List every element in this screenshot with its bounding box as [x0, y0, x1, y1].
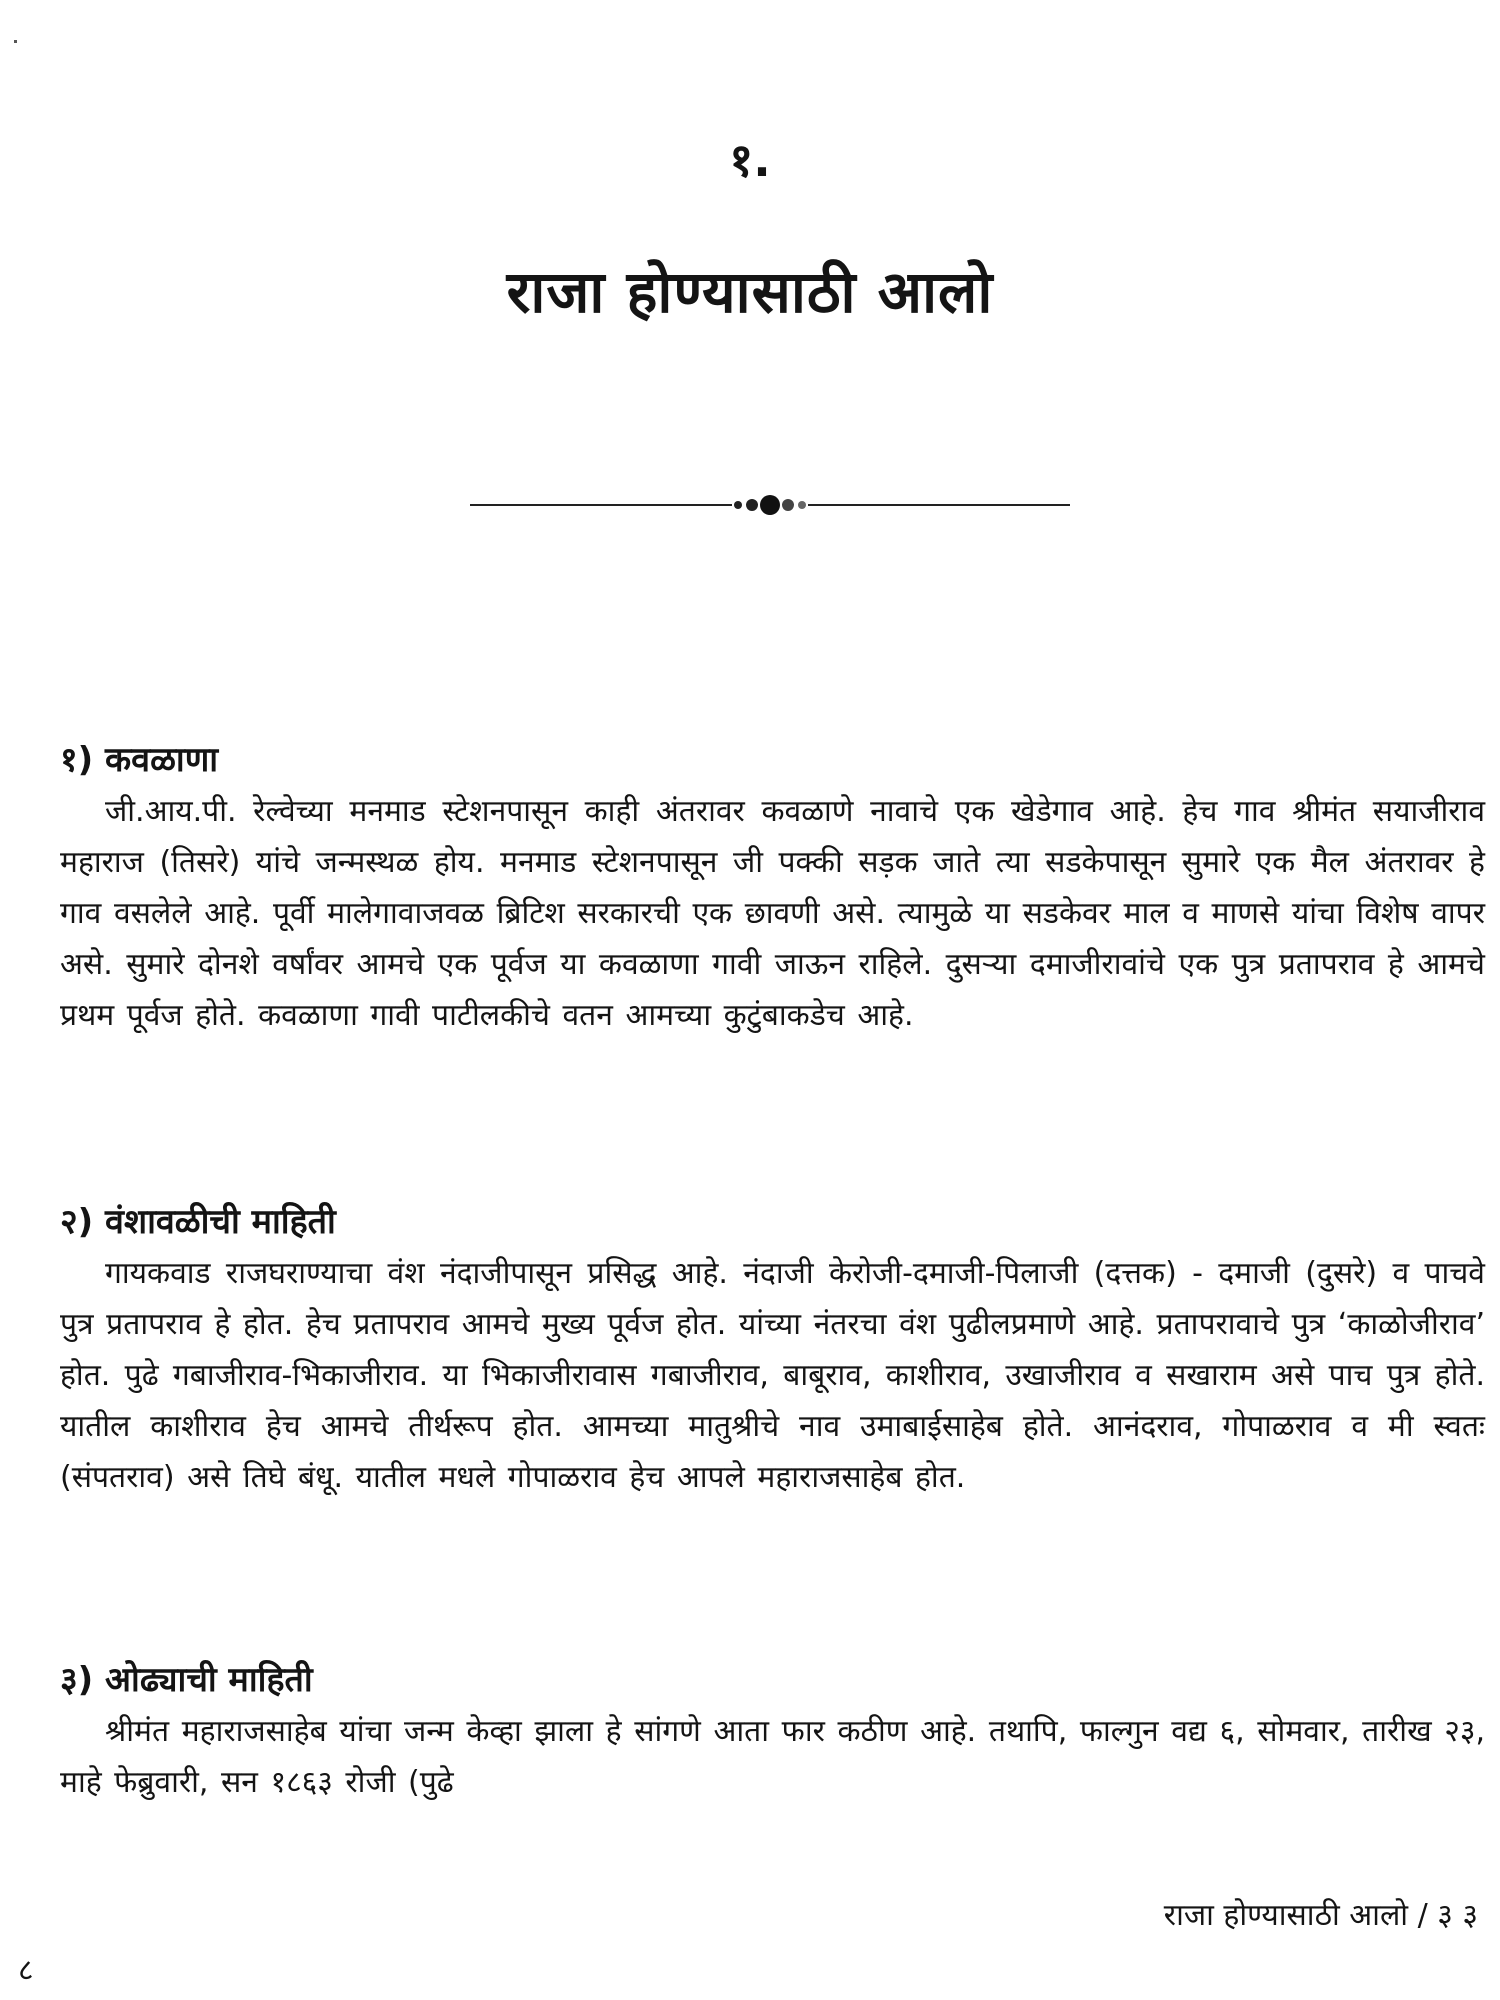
section-heading: २) वंशावळीची माहिती	[60, 1202, 336, 1242]
section-odha	[60, 1658, 1485, 1808]
section-genealogy	[60, 1200, 1485, 1503]
page-number: ८	[18, 1953, 34, 1988]
scan-speck	[14, 40, 17, 43]
running-footer: राजा होण्यासाठी आलो / ३ ३	[1163, 1898, 1478, 1933]
section-paragraph: गायकवाड राजघराण्याचा वंश नंदाजीपासून प्रसिद्ध आहे. नंदाजी केरोजी-दमाजी-पिलाजी (दत्तक) - दमाजी (दुसरे) व पाचवे पुत्र प्रतापराव हे होत. हेच प्रतापराव आमचे मुख्य पूर्वज होत. यांच्या नंतरचा वंश पुढीलप्रमाणे आहे. प्रतापरावाचे पुत्र ‘काळोजीराव’ होत. पुढे गबाजीराव-भिकाजीराव. या भिकाजीरावास गबाजीराव, बाबूराव, काशीराव, उखाजीराव व सखाराम असे पाच पुत्र होते. यातील काशीराव हेच आमचे तीर्थरूप होत. आमच्या मातुश्रीचे नाव उमाबाईसाहेब होते. आनंदराव, गोपाळराव व मी स्वतः (संपतराव) असे तिघे बंधू. यातील मधले गोपाळराव हेच आपले महाराजसाहेब होत.	[60, 1256, 1485, 1495]
chapter-title: राजा होण्यासाठी आलो	[506, 258, 994, 326]
section-paragraph: श्रीमंत महाराजसाहेब यांचा जन्म केव्हा झाला हे सांगणे आता फार कठीण आहे. तथापि, फाल्गुन वद्य ६, सोमवार, तारीख २३, माहे फेब्रुवारी, सन १८६३ रोजी (पुढे	[60, 1714, 1485, 1800]
section-kavalana	[60, 738, 1485, 1041]
section-heading: ३) ओढ्याची माहिती	[60, 1660, 313, 1700]
ornament-divider	[470, 485, 1070, 525]
section-heading: १) कवळाणा	[60, 740, 219, 780]
section-paragraph: जी.आय.पी. रेल्वेच्या मनमाड स्टेशनपासून काही अंतरावर कवळाणे नावाचे एक खेडेगाव आहे. हेच गाव श्रीमंत सयाजीराव महाराज (तिसरे) यांचे जन्मस्थळ होय. मनमाड स्टेशनपासून जी पक्की सड़क जाते त्या सडकेपासून सुमारे एक मैल अंतरावर हे गाव वसलेले आहे. पूर्वी मालेगावाजवळ ब्रिटिश सरकारची एक छावणी असे. त्यामुळे या सडकेवर माल व माणसे यांचा विशेष वापर असे. सुमारे दोनशे वर्षांवर आमचे एक पूर्वज या कवळाणा गावी जाऊन राहिले. दुसऱ्या दमाजीरावांचे एक पुत्र प्रतापराव हे आमचे प्रथम पूर्वज होते. कवळाणा गावी पाटीलकीचे वतन आमच्या कुटुंबाकडेच आहे.	[60, 794, 1485, 1033]
chapter-number: १.	[729, 133, 771, 187]
